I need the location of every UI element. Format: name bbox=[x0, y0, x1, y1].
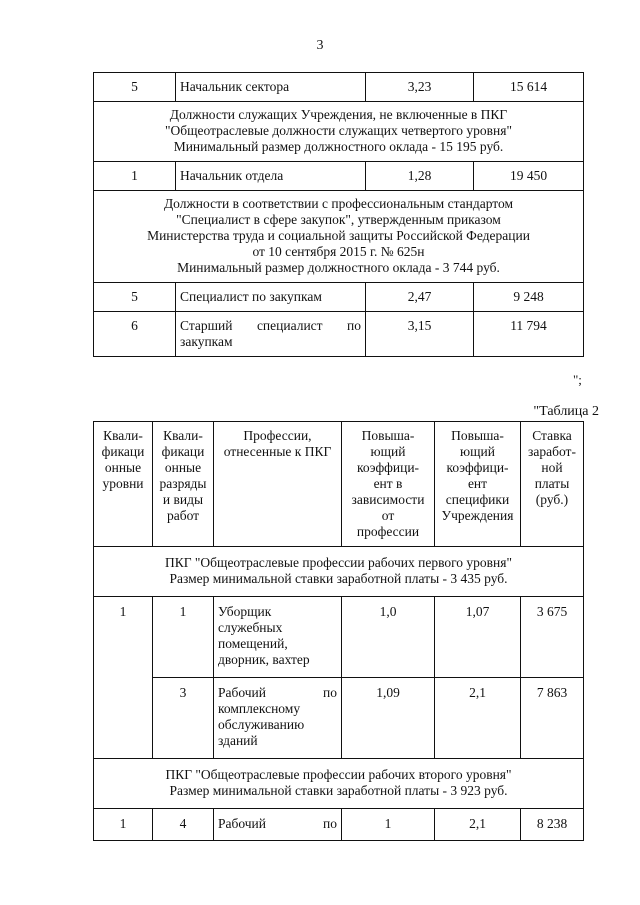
column-header-line: фикаци bbox=[161, 444, 205, 459]
wage-rate: 7 863 bbox=[521, 678, 584, 759]
column-header-line: онные bbox=[164, 460, 202, 475]
group-header-line: "Общеотраслевые должности служащих четвертого уровня" bbox=[164, 123, 512, 138]
row-number: 6 bbox=[94, 312, 176, 357]
column-header-line: специфики bbox=[445, 492, 510, 507]
profession-title-line: Рабочий по bbox=[218, 816, 337, 831]
profession-title-line: дворник, вахтер bbox=[218, 652, 310, 667]
column-header-line: зависимости bbox=[351, 492, 425, 507]
column-header-line: ной bbox=[541, 460, 563, 475]
profession-title-line: помещений, bbox=[218, 636, 288, 651]
group-header-line: ПКГ "Общеотраслевые профессии рабочих первого уровня" bbox=[164, 555, 512, 570]
row-number: 5 bbox=[94, 73, 176, 102]
profession-title bbox=[214, 809, 342, 841]
column-header bbox=[153, 422, 214, 547]
column-header-line: разряды bbox=[159, 476, 207, 491]
column-header-line: Профессии, bbox=[243, 428, 312, 443]
row-number: 5 bbox=[94, 283, 176, 312]
group-header bbox=[94, 547, 584, 597]
group-header-line: Министерства труда и социальной защиты Российской Федерации bbox=[147, 228, 530, 243]
group-header-line: Должности служащих Учреждения, не включенные в ПКГ bbox=[169, 107, 508, 122]
position-title-line: закупкам bbox=[180, 334, 233, 349]
column-header bbox=[342, 422, 435, 547]
group-header bbox=[94, 759, 584, 809]
group-header-row bbox=[94, 102, 584, 162]
group-header-line: от 10 сентября 2015 г. № 625н bbox=[252, 244, 425, 259]
column-header-line: ющий bbox=[370, 444, 406, 459]
group-header-row bbox=[94, 759, 584, 809]
column-header-line: платы bbox=[534, 476, 570, 491]
profession-title-line: служебных bbox=[218, 620, 283, 635]
specifics-coefficient: 2,1 bbox=[435, 809, 521, 841]
column-header bbox=[435, 422, 521, 547]
position-title bbox=[176, 312, 366, 357]
profession-title bbox=[214, 678, 342, 759]
column-header-line: Учреждения bbox=[441, 508, 514, 523]
group-header-row bbox=[94, 191, 584, 283]
position-title: Начальник отдела bbox=[176, 162, 366, 191]
table-row bbox=[94, 162, 584, 191]
profession-coefficient: 1,0 bbox=[342, 597, 435, 678]
coefficient: 3,23 bbox=[366, 73, 474, 102]
column-header-line: заработ- bbox=[528, 444, 576, 459]
table-caption: "Таблица 2 bbox=[533, 404, 599, 419]
group-header-line: ПКГ "Общеотраслевые профессии рабочих второго уровня" bbox=[165, 767, 512, 782]
column-header-line: коэффици- bbox=[356, 460, 420, 475]
column-header-line: (руб.) bbox=[535, 492, 569, 507]
qualification-grade: 1 bbox=[153, 597, 214, 678]
column-header-line: онные bbox=[104, 460, 142, 475]
salary: 19 450 bbox=[474, 162, 584, 191]
table-row bbox=[94, 283, 584, 312]
column-header-line: фикаци bbox=[101, 444, 145, 459]
header-row bbox=[94, 422, 584, 547]
qualification-level: 1 bbox=[94, 597, 153, 759]
column-header-line: ент в bbox=[373, 476, 403, 491]
positions-table bbox=[93, 72, 584, 357]
column-header-line: ющий bbox=[460, 444, 495, 459]
group-header-line: Минимальный размер должностного оклада - 15 195 руб. bbox=[173, 139, 504, 154]
profession-title-line: Уборщик bbox=[218, 604, 272, 619]
column-header bbox=[214, 422, 342, 547]
profession-title-line: обслуживанию bbox=[218, 717, 305, 732]
table-row bbox=[94, 312, 584, 357]
table-row bbox=[94, 809, 584, 841]
coefficient: 3,15 bbox=[366, 312, 474, 357]
column-header-line: Ставка bbox=[532, 428, 572, 443]
column-header bbox=[521, 422, 584, 547]
group-header bbox=[94, 102, 584, 162]
wage-rate: 8 238 bbox=[521, 809, 584, 841]
group-header-row bbox=[94, 547, 584, 597]
position-title: Специалист по закупкам bbox=[176, 283, 366, 312]
table-row bbox=[94, 597, 584, 678]
page-number: 3 bbox=[316, 38, 324, 53]
column-header-line: ент bbox=[467, 476, 488, 491]
column-header-line: работ bbox=[166, 508, 200, 523]
qualification-level: 1 bbox=[94, 809, 153, 841]
specifics-coefficient: 2,1 bbox=[435, 678, 521, 759]
salary: 15 614 bbox=[474, 73, 584, 102]
column-header bbox=[94, 422, 153, 547]
qualification-grade: 4 bbox=[153, 809, 214, 841]
column-header-line: Повыша- bbox=[361, 428, 415, 443]
column-header-line: и виды bbox=[162, 492, 204, 507]
profession-title-line: зданий bbox=[218, 733, 258, 748]
table-row bbox=[94, 73, 584, 102]
group-header bbox=[94, 191, 584, 283]
position-title-line: Старший специалист по bbox=[180, 318, 361, 333]
group-header-line: Размер минимальной ставки заработной платы - 3 923 руб. bbox=[169, 783, 508, 798]
profession-coefficient: 1,09 bbox=[342, 678, 435, 759]
specifics-coefficient: 1,07 bbox=[435, 597, 521, 678]
profession-title-line: комплексному bbox=[218, 701, 301, 716]
qualification-grade: 3 bbox=[153, 678, 214, 759]
column-header-line: Квали- bbox=[163, 428, 203, 443]
position-title: Начальник сектора bbox=[176, 73, 366, 102]
column-header-line: Повыша- bbox=[451, 428, 504, 443]
coefficient: 1,28 bbox=[366, 162, 474, 191]
salary: 9 248 bbox=[474, 283, 584, 312]
salary: 11 794 bbox=[474, 312, 584, 357]
profession-title bbox=[214, 597, 342, 678]
coefficient: 2,47 bbox=[366, 283, 474, 312]
column-header-line: отнесенные к ПКГ bbox=[223, 444, 332, 459]
group-header-line: Минимальный размер должностного оклада - 3 744 руб. bbox=[177, 260, 500, 275]
column-header-line: от bbox=[381, 508, 395, 523]
professions-table bbox=[93, 421, 584, 841]
quote-end-mark: "; bbox=[573, 372, 582, 387]
table-row bbox=[94, 678, 584, 759]
column-header-line: профессии bbox=[356, 524, 420, 539]
group-header-line: Размер минимальной ставки заработной платы - 3 435 руб. bbox=[169, 571, 508, 586]
column-header-line: уровни bbox=[102, 476, 144, 491]
group-header-line: Должности в соответствии с профессиональным стандартом bbox=[163, 196, 514, 211]
column-header-line: коэффици- bbox=[446, 460, 509, 475]
wage-rate: 3 675 bbox=[521, 597, 584, 678]
row-number: 1 bbox=[94, 162, 176, 191]
column-header-line: Квали- bbox=[103, 428, 143, 443]
profession-title-line: Рабочий по bbox=[218, 685, 337, 700]
profession-coefficient: 1 bbox=[342, 809, 435, 841]
group-header-line: "Специалист в сфере закупок", утвержденным приказом bbox=[176, 212, 501, 227]
